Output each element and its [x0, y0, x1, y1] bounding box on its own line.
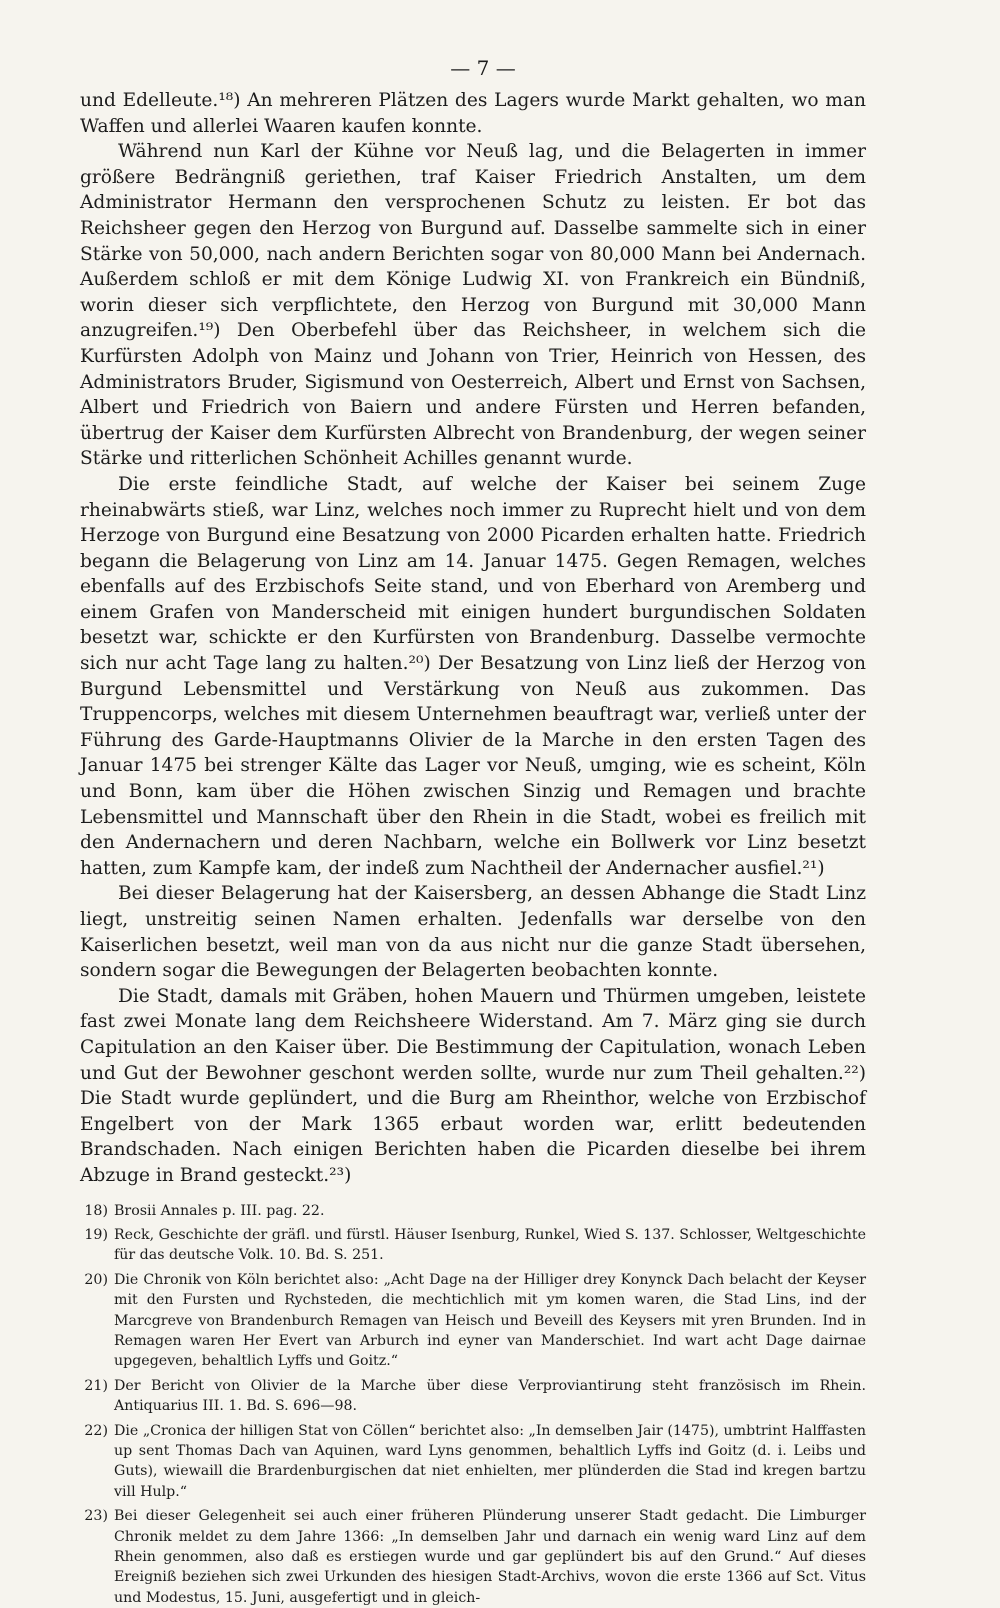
footnote-19 — [80, 1225, 866, 1266]
footnote-text: Die Chronik von Köln berichtet also: „Acht Dage na der Hilliger drey Konynck Dach belacht der Keyser mit den Fursten und Rychsteden, die mechtichlich mit ym komen waren, die Stad Lins, ind der Marcgreve von Brandenburch Remagen van Heisch und Beveill des Keysers mit yren Brunden. Ind in Remagen waren Her Evert van Arburch ind eyner van Manderschiet. Ind wart acht Dage dairnae upgegeven, behaltlich Lyffs und Goitz.“ — [114, 1271, 866, 1370]
paragraph: Die Stadt, damals mit Gräben, hohen Mauern und Thürmen umgeben, leistete fast zwei Monate lang dem Reichsheere Widerstand. Am 7. März ging sie durch Capitulation an den Kaiser über. Die Bestimmung der Capitulation, wonach Leben und Gut der Bewohner geschont werden sollte, wurde nur zum Theil gehalten.²²) Die Stadt wurde geplündert, und die Burg am Rheinthor, welche von Erzbischof Engelbert von der Mark 1365 erbaut worden war, erlitt bedeutenden Brandschaden. Nach einigen Berichten haben die Picarden dieselbe bei ihrem Abzuge in Brand gesteckt.²³) — [80, 985, 866, 1186]
footnote-number: 19) — [84, 1226, 108, 1243]
footnote-number: 22) — [84, 1422, 108, 1439]
paragraph: Bei dieser Belagerung hat der Kaisersberg, an dessen Abhange die Stadt Linz liegt, unstreitig seinen Namen erhalten. Jedenfalls war derselbe von den Kaiserlichen besetzt, weil man von da aus nicht nur die ganze Stadt übersehen, sondern sogar die Bewegungen der Belagerten beobachten konnte. — [80, 883, 866, 982]
footnote-text: Brosii Annales p. III. pag. 22. — [114, 1202, 325, 1219]
footnote-text: Der Bericht von Olivier de la Marche über diese Verproviantirung steht französisch im Rhein. Antiquarius III. 1. Bd. S. 696—98. — [114, 1377, 866, 1415]
paragraph: Während nun Karl der Kühne vor Neuß lag, und die Belagerten in immer größere Bedrängniß geriethen, traf Kaiser Friedrich Anstalten, um dem Administrator Hermann den versprochenen Schutz zu leisten. Er bot das Reichsheer gegen den Herzog von Burgund auf. Dasselbe sammelte sich in einer Stärke von 50,000, nach andern Berichten sogar von 80,000 Mann bei Andernach. Außerdem schloß er mit dem Könige Ludwig XI. von Frankreich ein Bündniß, worin dieser sich verpflichtete, den Herzog von Burgund mit 30,000 Mann anzugreifen.¹⁹) Den Oberbefehl über das Reichsheer, in welchem sich die Kurfürsten Adolph von Mainz und Johann von Trier, Heinrich von Hessen, des Administrators Bruder, Sigismund von Oesterreich, Albert und Ernst von Sachsen, Albert und Friedrich von Baiern und andere Fürsten und Herren befanden, übertrug der Kaiser dem Kurfürsten Albrecht von Brandenburg, der wegen seiner Stärke und ritterlichen Schönheit Achilles genannt wurde. — [80, 141, 866, 470]
footnote-23 — [80, 1506, 866, 1608]
page-number: — 7 — — [450, 56, 516, 80]
footnote-separator — [80, 1189, 866, 1195]
body-text — [80, 88, 866, 1189]
footnote-number: 18) — [84, 1202, 108, 1219]
footnote-text: Reck, Geschichte der gräfl. und fürstl. Häuser Isenburg, Runkel, Wied S. 137. Schlosser, Weltgeschichte für das deutsche Volk. 10. Bd. S. 251. — [114, 1226, 866, 1264]
footnote-18 — [80, 1201, 866, 1221]
footnote-number: 20) — [84, 1271, 108, 1288]
footnote-text: Die „Cronica der hilligen Stat von Cöllen“ berichtet also: „In demselben Jair (1475), umbtrint Halffasten up sent Thomas Dach van Aquinen, ward Lyns genommen, behaltlich Lyffs ind Goitz (d. i. Leibs und Guts), wiewaill die Brardenburgischen dat niet enhielten, mer plünderden die Stad ind kregen bartzu vill Hulp.“ — [114, 1422, 866, 1500]
paragraph: und Edelleute.¹⁸) An mehreren Plätzen des Lagers wurde Markt gehalten, wo man Waffen und allerlei Waaren kaufen konnte. — [80, 90, 866, 137]
footnote-number: 23) — [84, 1508, 108, 1525]
footnote-number: 21) — [84, 1377, 108, 1394]
footnote-text: Bei dieser Gelegenheit sei auch einer früheren Plünderung unserer Stadt gedacht. Die Limburger Chronik meldet zu dem Jahre 1366: „In demselben Jahr und darnach ein wenig ward Linz auf dem Rhein genommen, also daß es erstiegen wurde und gar geplündert bis auf den Grund.“ Auf dieses Ereigniß beziehen sich zwei Urkunden des hiesigen Stadt-Archivs, wovon die erste 1366 auf Sct. Vitus und Modestus, 15. Juni, ausgefertigt und in gleich- — [114, 1508, 866, 1606]
paragraph: Die erste feindliche Stadt, auf welche der Kaiser bei seinem Zuge rheinabwärts stieß, war Linz, welches noch immer zu Ruprecht hielt und von dem Herzoge von Burgund eine Besatzung von 2000 Picarden erhalten hatte. Friedrich begann die Belagerung von Linz am 14. Januar 1475. Gegen Remagen, welches ebenfalls auf des Erzbischofs Seite stand, und von Eberhard von Aremberg und einem Grafen von Manderscheid mit einigen hundert burgundischen Soldaten besetzt war, schickte er den Kurfürsten von Brandenburg. Dasselbe vermochte sich nur acht Tage lang zu halten.²⁰) Der Besatzung von Linz ließ der Herzog von Burgund Lebensmittel und Verstärkung von Neuß aus zukommen. Das Truppencorps, welches mit diesem Unternehmen beauftragt war, verließ unter der Führung des Garde-Hauptmanns Olivier de la Marche in den ersten Tagen des Januar 1475 bei strenger Kälte das Lager vor Neuß, umging, wie es scheint, Köln und Bonn, kam über die Höhen zwischen Sinzig und Remagen und brachte Lebensmittel und Mannschaft über den Rhein in die Stadt, wobei es freilich mit den Andernachern und deren Nachbarn, welche ein Bollwerk vor Linz besetzt hatten, zum Kampfe kam, der indeß zum Nachtheil der Andernacher ausfiel.²¹) — [80, 473, 866, 879]
footnote-21 — [80, 1376, 866, 1417]
footnotes — [80, 1201, 866, 1608]
footnote-20 — [80, 1270, 866, 1372]
footnote-22 — [80, 1421, 866, 1503]
